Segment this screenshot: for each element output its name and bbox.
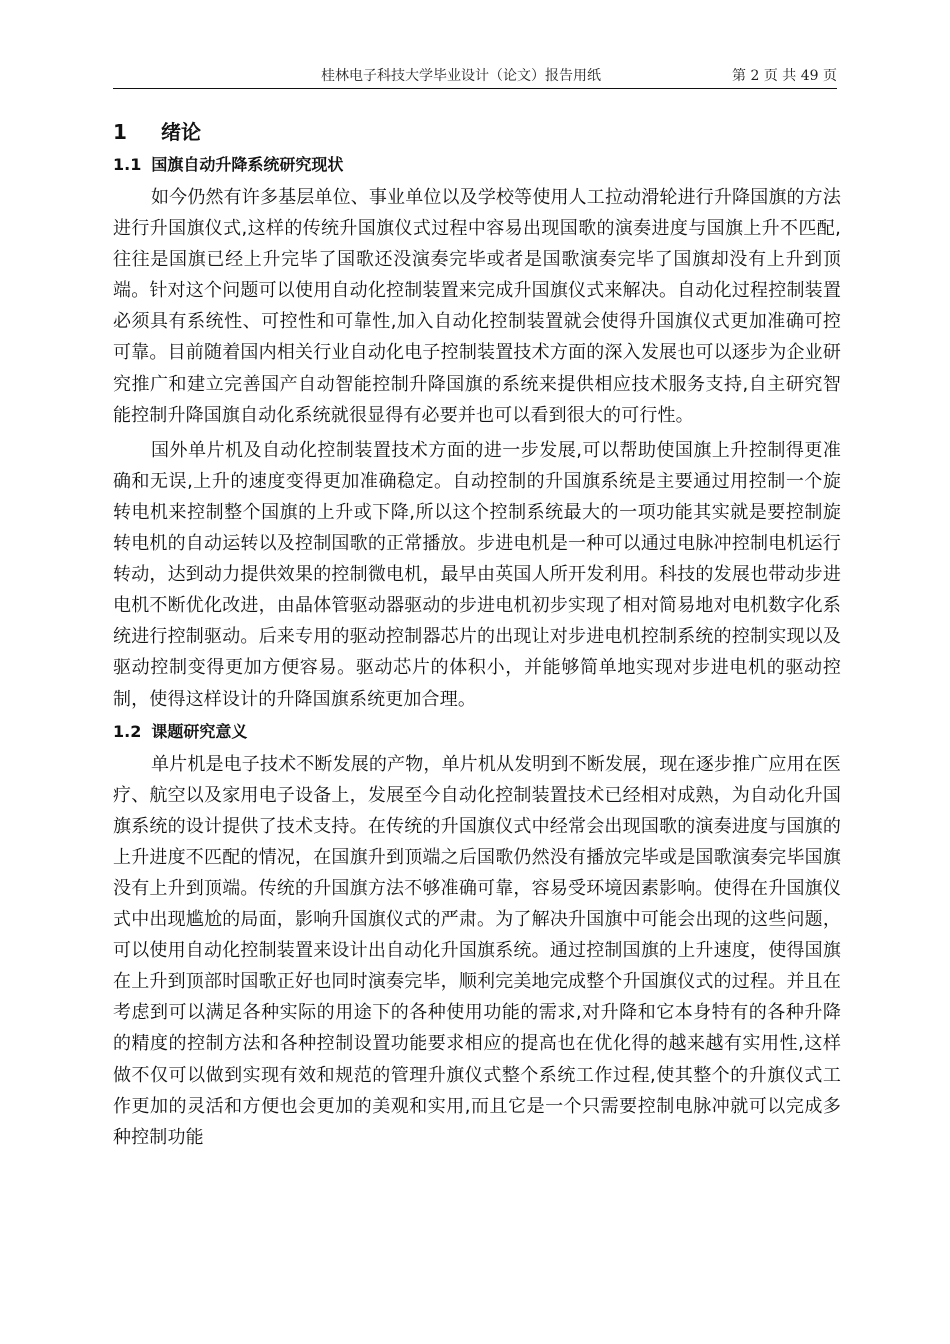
body-paragraph: 国外单片机及自动化控制装置技术方面的进一步发展,可以帮助使国旗上升控制得更准确和无误,上升的速度变得更加准确稳定。自动控制的升国旗系统是主要通过用控制一个旋转电机来控制整个国旗的上升或下降,所以这个控制系统最大的一项功能其实就是要控制旋转电机的自动运转以及控制国歌的正常播放。步进电机是一种可以通过电脉冲控制电机运行转动，达到动力提供效果的控制微电机，最早由英国人所开发利用。科技的发展也带动步进电机不断优化改进，由晶体管驱动器驱动的步进电机初步实现了相对简易地对电机数字化系统进行控制驱动。后来专用的驱动控制器芯片的出现让对步进电机控制系统的控制实现以及驱动控制变得更加方便容易。驱动芯片的体积小，并能够简单地实现对步进电机的驱动控制，使得这样设计的升降国旗系统更加合理。	[113, 439, 841, 710]
section-title: 课题研究意义	[151, 721, 248, 741]
chapter-heading	[113, 118, 841, 146]
section-number: 1.2	[113, 721, 142, 741]
header-divider	[113, 88, 837, 89]
chapter-number: 1	[113, 120, 127, 144]
section-heading	[113, 719, 841, 745]
document-body	[113, 118, 841, 1157]
running-header	[113, 63, 837, 85]
header-school-title: 桂林电子科技大学毕业设计（论文）报告用纸	[321, 68, 601, 84]
body-paragraph: 单片机是电子技术不断发展的产物，单片机从发明到不断发展，现在逐步推广应用在医疗、航空以及家用电子设备上，发展至今自动化控制装置技术已经相对成熟，为自动化升国旗系统的设计提供了技术支持。在传统的升国旗仪式中经常会出现国歌的演奏进度与国旗的上升进度不匹配的情况，在国旗升到顶端之后国歌仍然没有播放完毕或是国歌演奏完毕国旗没有上升到顶端。传统的升国旗方法不够准确可靠，容易受环境因素影响。使得在升国旗仪式中出现尴尬的局面，影响升国旗仪式的严肃。为了解决升国旗中可能会出现的这些问题，可以使用自动化控制装置来设计出自动化升国旗系统。通过控制国旗的上升速度，使得国旗在上升到顶部时国歌正好也同时演奏完毕，顺利完美地完成整个升国旗仪式的过程。并且在考虑到可以满足各种实际的用途下的各种使用功能的需求,对升降和它本身特有的各种升降的精度的控制方法和各种控制设置功能要求相应的提高也在优化得的越来越有实用性,这样做不仅可以做到实现有效和规范的管理升旗仪式整个系统工作过程,使其整个的升旗仪式工作更加的灵活和方便也会更加的美观和实用,而且它是一个只需要控制电脉冲就可以完成多种控制功能	[113, 753, 841, 1148]
section-number: 1.1	[113, 155, 142, 174]
header-page-number: 第 2 页 共 49 页	[732, 68, 837, 84]
chapter-title: 绪论	[161, 120, 201, 144]
body-paragraph: 如今仍然有许多基层单位、事业单位以及学校等使用人工拉动滑轮进行升降国旗的方法进行升国旗仪式,这样的传统升国旗仪式过程中容易出现国歌的演奏进度与国旗上升不匹配,往往是国旗已经上升完毕了国歌还没演奏完毕或者是国歌演奏完毕了国旗却没有上升到顶端。针对这个问题可以使用自动化控制装置来完成升国旗仪式来解决。自动化过程控制装置必须具有系统性、可控性和可靠性,加入自动化控制装置就会使得升国旗仪式更加准确可控可靠。目前随着国内相关行业自动化电子控制装置技术方面的深入发展也可以逐步为企业研究推广和建立完善国产自动智能控制升降国旗的系统来提供相应技术服务支持,自主研究智能控制升降国旗自动化系统就很显得有必要并也可以看到很大的可行性。	[113, 187, 841, 426]
section-heading	[113, 152, 841, 178]
section-title: 国旗自动升降系统研究现状	[151, 155, 344, 174]
